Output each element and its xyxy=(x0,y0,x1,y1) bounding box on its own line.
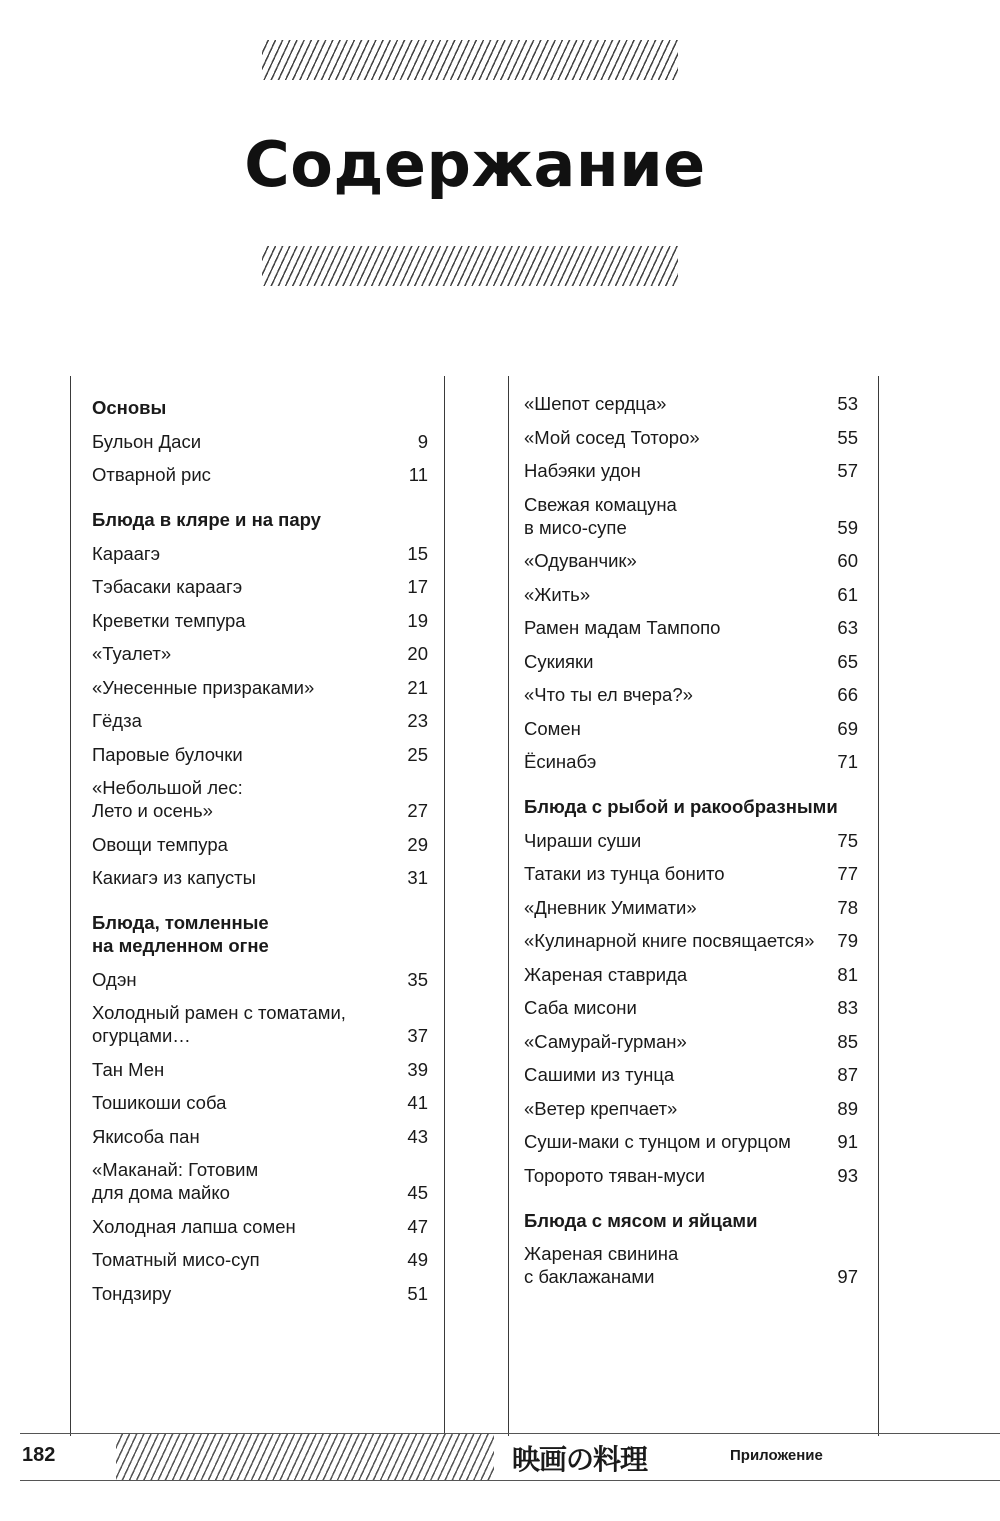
toc-entry xyxy=(524,1164,858,1187)
toc-entry-label: Сомен xyxy=(524,717,581,739)
toc-entry-page: 81 xyxy=(837,963,858,985)
toc-entry-label: Бульон Даси xyxy=(92,430,202,452)
toc-entry-page: 15 xyxy=(407,542,428,564)
toc-entry-label: «Кулинарной книге посвящается» xyxy=(524,930,815,951)
toc-entry-label: Тондзиру xyxy=(92,1282,172,1304)
toc-entry xyxy=(524,1097,858,1120)
toc-left-column xyxy=(92,392,428,1315)
toc-entry-page: 17 xyxy=(407,576,428,597)
toc-section-heading: Блюда, томленные на медленном огне xyxy=(92,912,269,956)
toc-entry xyxy=(92,1001,428,1047)
toc-entry-label: Холодная лапша сомен xyxy=(92,1215,296,1237)
toc-entry-label: Паровые булочки xyxy=(92,743,243,765)
toc-entry xyxy=(92,676,428,699)
toc-entry-page: 39 xyxy=(407,1058,428,1080)
footer-rule-bottom xyxy=(20,1480,1000,1481)
toc-entry xyxy=(524,1130,858,1153)
toc-entry-label: Томатный мисо-суп xyxy=(92,1249,260,1270)
toc-entry-page: 31 xyxy=(407,867,428,888)
toc-entry xyxy=(92,1158,428,1204)
toc-entry xyxy=(524,896,858,919)
toc-entry-label: Якисоба пан xyxy=(92,1125,200,1147)
toc-entry-label: «Самурай-гурман» xyxy=(524,1030,687,1052)
toc-entry-label: «Одуванчик» xyxy=(524,550,637,571)
toc-entry-label: «Ветер крепчает» xyxy=(524,1097,678,1119)
toc-entry-page: 69 xyxy=(837,717,858,739)
column-divider-4 xyxy=(878,376,879,1436)
toc-entry xyxy=(92,1282,428,1305)
toc-entry-label: «Небольшой лес: Лето и осень» xyxy=(92,777,243,821)
toc-entry-label: Чираши суши xyxy=(524,829,642,851)
toc-entry-page: 53 xyxy=(837,393,858,414)
toc-entry xyxy=(92,1091,428,1114)
toc-entry-page: 55 xyxy=(837,426,858,448)
toc-entry-label: «Маканай: Готовим для дома майко xyxy=(92,1159,259,1203)
column-divider-1 xyxy=(70,376,71,1436)
toc-entry xyxy=(524,1030,858,1053)
toc-entry xyxy=(524,549,858,572)
toc-entry-page: 78 xyxy=(837,896,858,918)
toc-entry-page: 35 xyxy=(407,968,428,990)
toc-entry xyxy=(524,963,858,986)
toc-entry-page: 71 xyxy=(837,751,858,772)
toc-entry-page: 57 xyxy=(837,460,858,481)
toc-entry-page: 37 xyxy=(407,1025,428,1046)
toc-entry-page: 79 xyxy=(837,930,858,951)
toc-entry-page: 29 xyxy=(407,833,428,855)
toc-entry xyxy=(524,750,858,773)
toc-entry-page: 9 xyxy=(417,430,428,452)
toc-entry xyxy=(524,459,858,482)
toc-entry-label: Сашими из тунца xyxy=(524,1064,675,1085)
toc-entry xyxy=(92,1125,428,1148)
toc-entry-label: Холодный рамен с томатами, огурцами… xyxy=(92,1002,346,1046)
toc-entry-page: 23 xyxy=(407,710,428,731)
toc-entry xyxy=(92,575,428,598)
column-divider-2 xyxy=(444,376,445,1436)
toc-entry-page: 51 xyxy=(407,1282,428,1304)
toc-entry-label: «Мой сосед Тоторо» xyxy=(524,426,700,448)
footer-section-label: Приложение xyxy=(730,1447,823,1464)
toc-entry-page: 11 xyxy=(408,464,428,485)
toc-entry-page: 66 xyxy=(837,684,858,705)
toc-entry-page: 20 xyxy=(407,643,428,664)
toc-entry-page: 60 xyxy=(837,550,858,571)
toc-entry xyxy=(524,1242,858,1288)
toc-entry xyxy=(524,493,858,539)
toc-entry xyxy=(92,1248,428,1271)
toc-entry-label: «Жить» xyxy=(524,583,591,605)
toc-entry xyxy=(524,426,858,449)
toc-entry xyxy=(92,542,428,565)
toc-entry-page: 91 xyxy=(837,1131,858,1152)
decorative-hatch-bottom xyxy=(262,246,678,286)
toc-entry-label: Жареная ставрида xyxy=(524,963,688,985)
toc-entry-label: Тан Мен xyxy=(92,1058,165,1080)
toc-entry-page: 47 xyxy=(407,1215,428,1237)
toc-entry xyxy=(524,717,858,740)
toc-entry-label: Какиагэ из капусты xyxy=(92,867,256,888)
toc-entry-page: 45 xyxy=(407,1182,428,1203)
toc-entry xyxy=(92,609,428,632)
toc-entry xyxy=(524,683,858,706)
toc-entry-label: Набэяки удон xyxy=(524,460,641,481)
toc-entry-page: 21 xyxy=(407,676,428,698)
toc-entry xyxy=(92,1058,428,1081)
toc-entry-label: Рамен мадам Тампопо xyxy=(524,617,721,638)
toc-entry-label: Сукияки xyxy=(524,650,594,672)
toc-entry-page: 41 xyxy=(407,1092,428,1113)
toc-entry xyxy=(524,583,858,606)
toc-entry xyxy=(524,929,858,952)
toc-entry-page: 61 xyxy=(837,583,858,605)
toc-entry xyxy=(92,866,428,889)
toc-entry-page: 83 xyxy=(837,997,858,1018)
toc-section-heading: Основы xyxy=(92,397,167,418)
toc-entry-label: Одэн xyxy=(92,968,137,990)
toc-entry-label: Отварной рис xyxy=(92,464,211,485)
toc-entry-label: «Шепот сердца» xyxy=(524,393,667,414)
toc-entry-page: 49 xyxy=(407,1249,428,1270)
footer-hatch xyxy=(116,1434,494,1480)
column-divider-3 xyxy=(508,376,509,1436)
toc-entry xyxy=(524,392,858,415)
toc-entry xyxy=(92,1215,428,1238)
toc-entry-page: 65 xyxy=(837,650,858,672)
toc-entry-page: 63 xyxy=(837,617,858,638)
page-number: 182 xyxy=(22,1444,56,1466)
book-title-jp: 映画の料理 xyxy=(512,1443,648,1476)
toc-entry-page: 75 xyxy=(837,829,858,851)
toc-entry-label: Креветки темпура xyxy=(92,609,246,631)
toc-entry xyxy=(92,776,428,822)
toc-entry-label: Татаки из тунца бонито xyxy=(524,863,725,884)
page-title: Содержание xyxy=(244,128,706,201)
toc-entry-page: 19 xyxy=(407,609,428,631)
toc-entry-page: 97 xyxy=(837,1266,858,1287)
toc-right-column xyxy=(524,392,858,1299)
toc-entry-label: «Унесенные призраками» xyxy=(92,676,315,698)
toc-entry xyxy=(92,430,428,453)
toc-entry-label: Ёсинабэ xyxy=(524,751,597,772)
toc-entry xyxy=(524,829,858,852)
toc-entry xyxy=(524,996,858,1019)
toc-entry xyxy=(524,862,858,885)
toc-entry-label: Тэбасаки караагэ xyxy=(92,576,243,597)
toc-section-heading: Блюда в кляре и на пару xyxy=(92,509,321,530)
toc-entry-page: 59 xyxy=(837,516,858,538)
toc-entry-page: 89 xyxy=(837,1097,858,1119)
decorative-hatch-top xyxy=(262,40,678,80)
toc-entry-label: Саба мисони xyxy=(524,997,637,1018)
toc-entry xyxy=(92,709,428,732)
toc-entry-page: 25 xyxy=(407,743,428,765)
toc-section-heading: Блюда с мясом и яйцами xyxy=(524,1209,758,1231)
toc-entry xyxy=(92,968,428,991)
toc-entry-page: 27 xyxy=(407,800,428,821)
toc-entry-label: «Туалет» xyxy=(92,643,172,664)
toc-entry xyxy=(92,743,428,766)
toc-entry-label: Караагэ xyxy=(92,542,161,564)
toc-entry-page: 85 xyxy=(837,1030,858,1052)
toc-entry-label: Свежая комацуна в мисо-супе xyxy=(524,493,677,538)
toc-entry-label: Овощи темпура xyxy=(92,833,228,855)
toc-entry-label: «Что ты ел вчера?» xyxy=(524,684,693,705)
toc-entry-page: 77 xyxy=(837,863,858,884)
toc-entry-label: Гёдза xyxy=(92,710,142,731)
toc-entry xyxy=(92,463,428,486)
toc-entry xyxy=(92,642,428,665)
toc-entry-label: Тошикоши соба xyxy=(92,1092,227,1113)
toc-entry-label: Торорото тяван-муси xyxy=(524,1164,705,1186)
toc-entry-label: Жареная свинина с баклажанами xyxy=(524,1243,679,1287)
toc-entry xyxy=(92,833,428,856)
toc-entry-page: 93 xyxy=(837,1164,858,1186)
toc-entry xyxy=(524,1063,858,1086)
toc-entry xyxy=(524,650,858,673)
toc-entry-page: 87 xyxy=(837,1064,858,1085)
toc-entry-label: Суши-маки с тунцом и огурцом xyxy=(524,1131,791,1152)
toc-section-heading: Блюда с рыбой и ракообразными xyxy=(524,796,838,817)
toc-entry xyxy=(524,616,858,639)
toc-entry-page: 43 xyxy=(407,1125,428,1147)
toc-entry-label: «Дневник Умимати» xyxy=(524,896,697,918)
